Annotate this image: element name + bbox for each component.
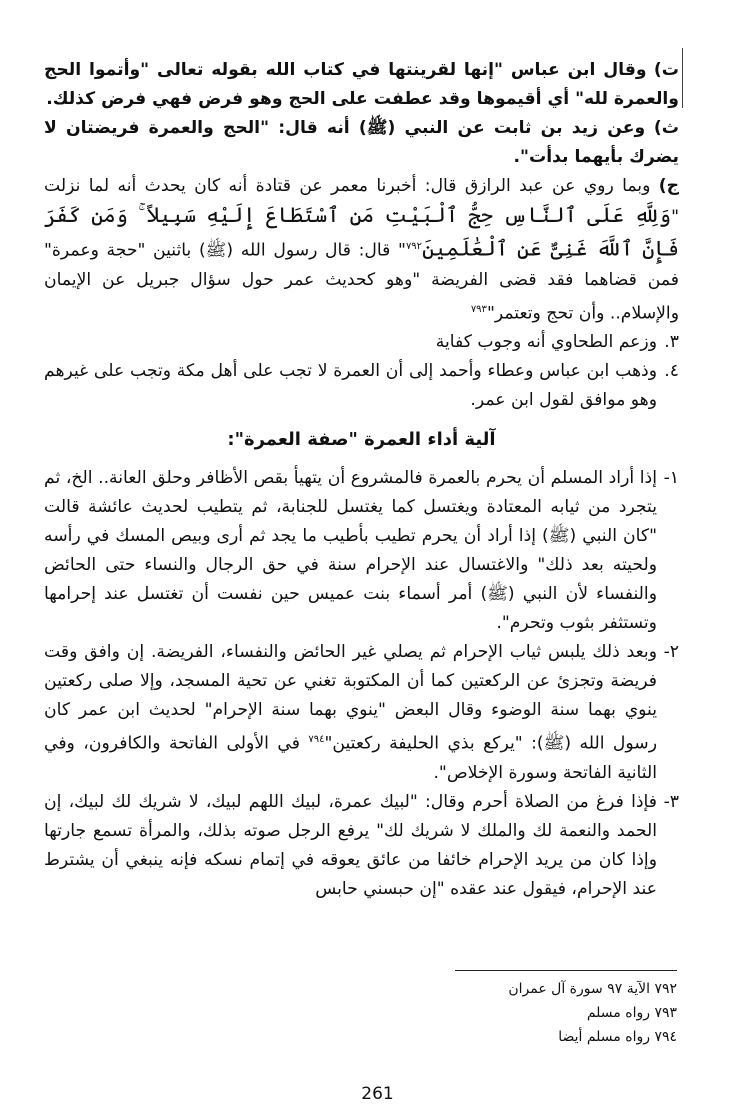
paragraph-text: وقال ابن عباس "إنها لقرينتها في كتاب الله بقوله تعالى "وأتموا الحج والعمرة لله" أي أقيموها وقد عطفت على الحج وهو فرض فهي فرض كذلك. (44, 60, 679, 109)
paragraph-marker: ث) (653, 118, 679, 138)
main-text (44, 56, 679, 904)
step-text: إذا أراد المسلم أن يحرم بالعمرة فالمشروع أن يتهيأ بقص الأظافر وحلق العانة.. الخ، ثم يتجرد من ثيابه المعتادة ويغتسل كما يغتسل للجنابة، ثم يتطيب لحديث عائشة قالت "كان النبي (ﷺ) إذا أراد أن يحرم تطيب بأطيب ما يجد ثم أرى وبيص المسك في رأسه ولحيته بعد ذلك" والاغتسال عند الإحرام سنة في حق الرجال والنساء حتى الحائض والنفساء لأن النبي (ﷺ) أمر أسماء بنت عميس حين نفست أن تغتسل عند إحرامها وتستثفر بثوب وتحرم". (44, 468, 657, 634)
item-number: ٤. (664, 361, 679, 382)
footnote-792: ٧٩٢ الآية ٩٧ سورة آل عمران (508, 981, 677, 997)
paragraph-j (44, 172, 679, 328)
step-number: ٣- (663, 792, 679, 813)
scan-edge-line (682, 48, 683, 108)
step-2 (44, 638, 679, 788)
paragraph-text: وبما روي عن عبد الرازق قال: أخبرنا معمر عن قتادة أنه كان يحدث أنه لما نزلت " (44, 176, 679, 227)
paragraph-marker: ج) (658, 176, 679, 196)
paragraph-text-continued: " قال: قال رسول الله (ﷺ) باثنين "حجة وعمرة" فمن قضاهما فقد قضى الفريضة "وهو كحديث عمر حول سؤال جبريل عن الإيمان والإسلام.. وأن تحج وتعتمر" (44, 240, 679, 324)
footnote-794: ٧٩٤ رواه مسلم أيضا (558, 1029, 677, 1045)
numbered-item-4 (44, 357, 679, 415)
step-text: وبعد ذلك يلبس ثياب الإحرام ثم يصلي غير الحائض والنفساء، الفريضة. إن وافق وقت فريضة وتجزئ عن الركعتين كما أن المكتوبة تغني عن تحية المسجد، وإلا صلى ركعتين ينوي بهما سنة الوضوء وقال البعض "ينوي بهما سنة الإحرام" لحديث ابن عمر كان رسول الله (ﷺ): "يركع بذي الحليفة ركعتين" (44, 642, 657, 755)
paragraph-text: وعن زيد بن ثابت عن النبي (ﷺ) أنه قال: "الحج والعمرة فريضتان لا يضرك بأيهما بدأت". (44, 118, 679, 167)
quran-verse: وَلِلَّهِ عَلَى ٱلنَّاسِ حِجُّ ٱلْبَيْتِ مَنِ ٱسْتَطَاعَ إِلَيْهِ سَبِيلاً ۚ وَمَن كَفَرَ فَإِنَّ ٱللَّهَ غَنِىٌّ عَنِ ٱلْعَٰلَمِينَ (44, 203, 679, 261)
section-heading: آلية أداء العمرة "صفة العمرة": (227, 429, 496, 451)
paragraph-t (44, 56, 679, 114)
paragraph-marker: ت) (653, 60, 680, 80)
step-number: ١- (663, 468, 679, 489)
item-text: وزعم الطحاوي أنه وجوب كفاية (435, 332, 657, 353)
item-text: وذهب ابن عباس وعطاء وأحمد إلى أن العمرة لا تجب على أهل مكة وتجب على غيرهم وهو موافق لقول ابن عمر. (44, 361, 657, 411)
footnote-ref: ٧٩٢ (405, 241, 423, 252)
paragraph-th (44, 114, 679, 172)
step-number: ٢- (663, 642, 679, 663)
footnote-793: ٧٩٣ رواه مسلم (586, 1005, 677, 1021)
footnotes (455, 970, 677, 1049)
numbered-item-3 (44, 328, 679, 357)
step-text: فإذا فرغ من الصلاة أحرم وقال: "لبيك عمرة، لبيك اللهم لبيك، لا شريك لك لبيك، إن الحمد والنعمة لك والملك لا شريك لك" يرفع الرجل صوته بذلك، والمرأة تسمع جارتها وإذا كان من يريد الإحرام خائفا من عائق يعوقه في إتمام نسكه فإنه ينبغي أن يشترط عند الإحرام، فيقول عند عقده "إن حبسني حابس (44, 792, 657, 900)
footnote-ref: ٧٩٣ (470, 303, 487, 315)
item-number: ٣. (664, 332, 679, 353)
footnote-ref: ٧٩٤ (308, 734, 325, 746)
step-text-continued: في الأولى الفاتحة والكافرون، وفي الثانية الفاتحة وسورة الإخلاص". (44, 734, 657, 784)
step-3 (44, 788, 679, 904)
step-1 (44, 464, 679, 638)
page-number: 261 (361, 1084, 394, 1104)
